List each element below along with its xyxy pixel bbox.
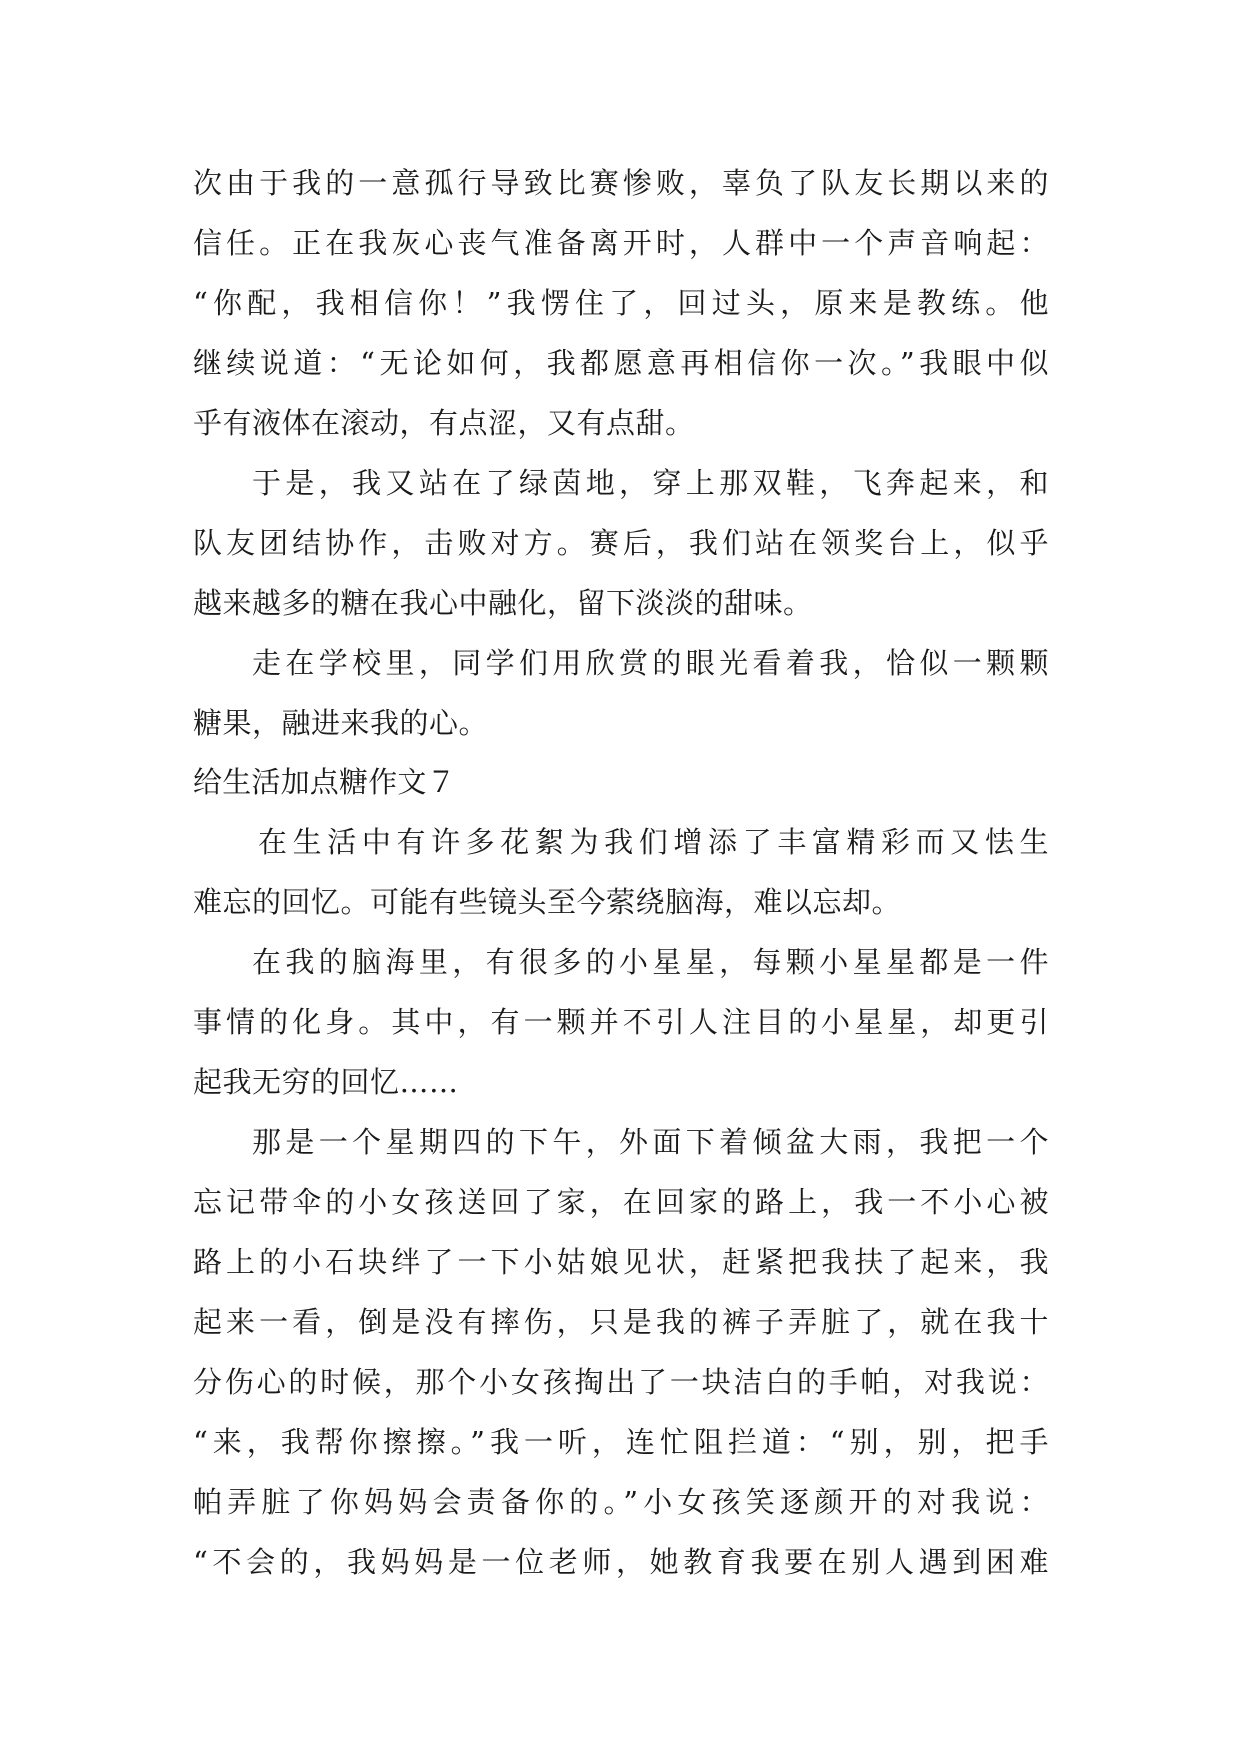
text-line-19: 路上的小石块绊了一下小姑娘见状，赶紧把我扶了起来，我	[193, 1245, 1049, 1279]
text-line-3: “你配，我相信你！”我愣住了，回过头，原来是教练。他	[193, 286, 1049, 320]
text-line-21: 分伤心的时候，那个小女孩掏出了一块洁白的手帕，对我说：	[193, 1365, 1049, 1399]
text-line-2: 信任。正在我灰心丧气准备离开时，人群中一个声音响起：	[193, 226, 1049, 260]
text-line-20: 起来一看，倒是没有摔伤，只是我的裤子弄脏了，就在我十	[193, 1305, 1049, 1339]
text-line-10: 糖果，融进来我的心。	[193, 706, 489, 740]
text-line-24: “不会的，我妈妈是一位老师，她教育我要在别人遇到困难	[193, 1545, 1049, 1579]
text-line-14: 在我的脑海里，有很多的小星星，每颗小星星都是一件	[252, 945, 1049, 979]
text-line-8: 越来越多的糖在我心中融化，留下淡淡的甜味。	[193, 586, 813, 620]
text-line-6: 于是，我又站在了绿茵地，穿上那双鞋，飞奔起来，和	[252, 466, 1049, 500]
section-heading: 给生活加点糖作文７	[193, 765, 456, 799]
text-line-15: 事情的化身。其中，有一颗并不引人注目的小星星，却更引	[193, 1005, 1049, 1039]
text-line-17: 那是一个星期四的下午，外面下着倾盆大雨，我把一个	[252, 1125, 1049, 1159]
text-line-12: 在生活中有许多花絮为我们增添了丰富精彩而又怯生	[258, 825, 1049, 859]
text-line-1: 次由于我的一意孤行导致比赛惨败，辜负了队友长期以来的	[193, 166, 1049, 200]
text-line-4: 继续说道：“无论如何，我都愿意再相信你一次。”我眼中似	[193, 346, 1049, 380]
text-line-9: 走在学校里，同学们用欣赏的眼光看着我，恰似一颗颗	[252, 646, 1049, 680]
text-line-23: 帕弄脏了你妈妈会责备你的。”小女孩笑逐颜开的对我说：	[193, 1485, 1049, 1519]
text-line-7: 队友团结协作，击败对方。赛后，我们站在领奖台上，似乎	[193, 526, 1049, 560]
text-line-22: “来，我帮你擦擦。”我一听，连忙阻拦道：“别，别，把手	[193, 1425, 1049, 1459]
text-line-5: 乎有液体在滚动，有点涩，又有点甜。	[193, 406, 695, 440]
text-line-13: 难忘的回忆。可能有些镜头至今萦绕脑海，难以忘却。	[193, 885, 902, 919]
text-line-16: 起我无穷的回忆……	[193, 1065, 459, 1099]
text-line-18: 忘记带伞的小女孩送回了家，在回家的路上，我一不小心被	[193, 1185, 1049, 1219]
